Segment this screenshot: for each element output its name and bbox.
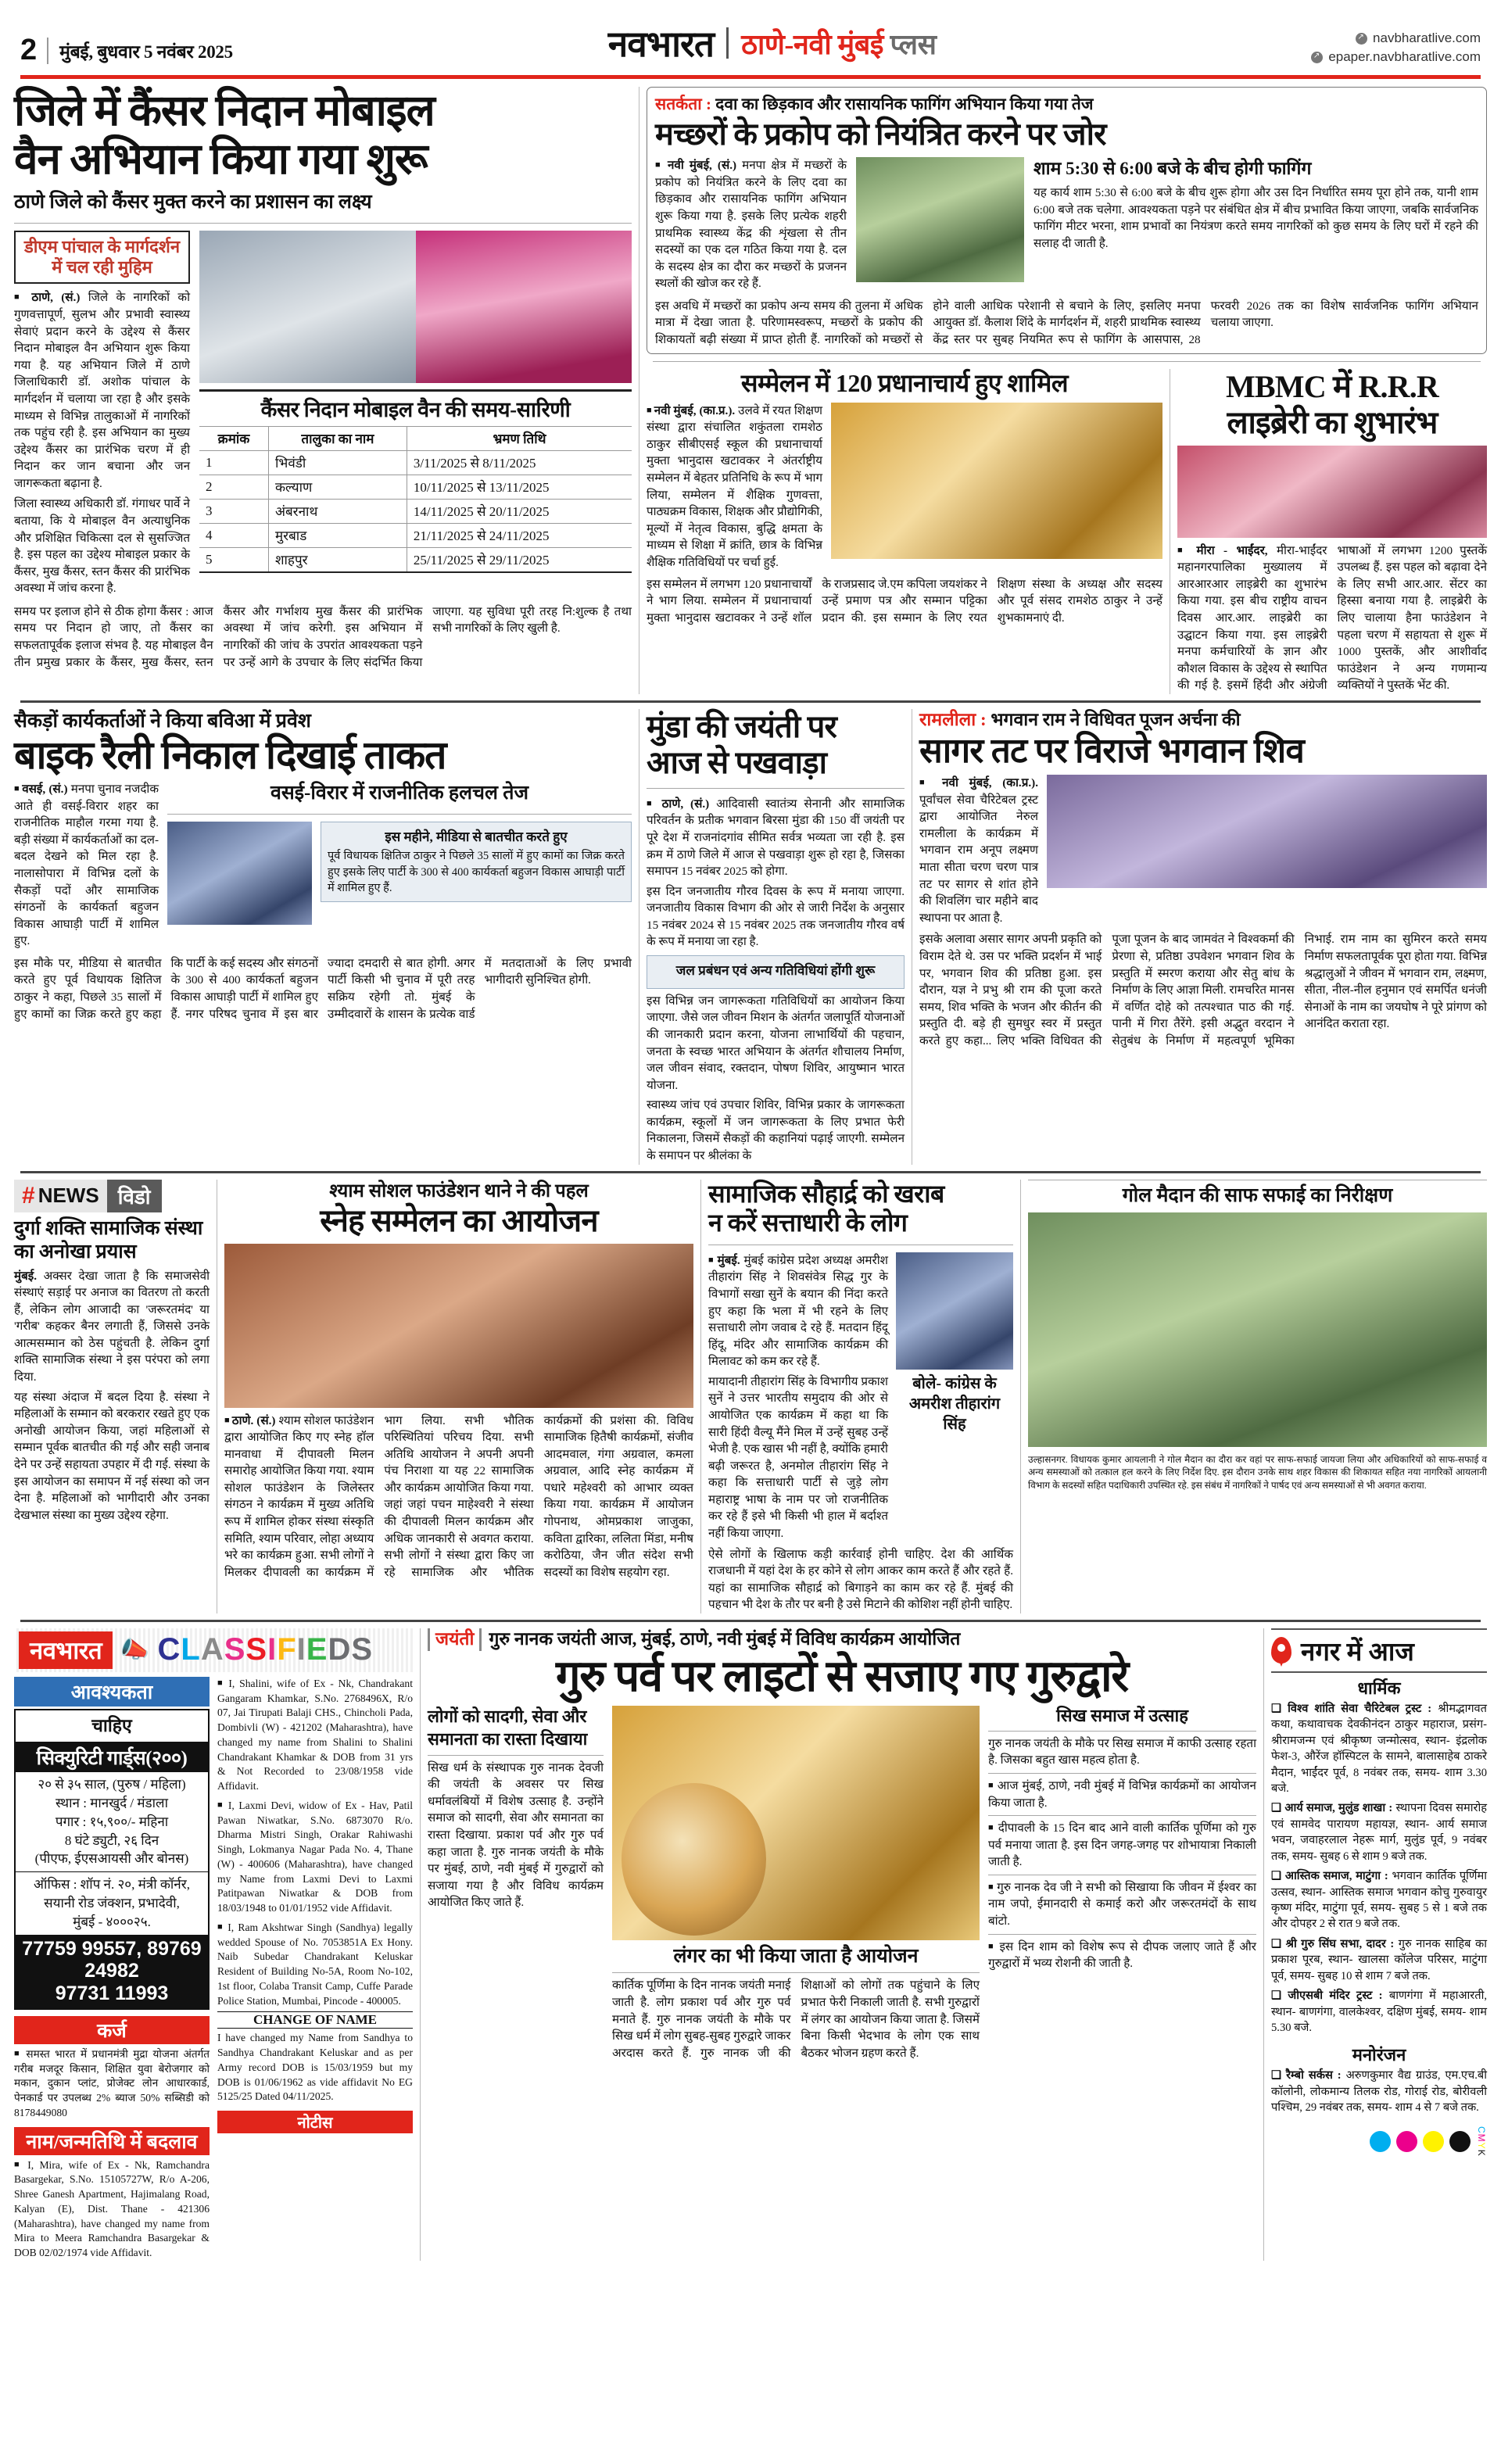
golmaidan-caption-text: उल्हासनगर. विधायक कुमार आयलानी ने गोल मैदान का दौरा कर वहां पर साफ-सफाई जायजा लिया और अधिकारियों को साफ-सफाई व अन्य समस्याओं को तत्काल हल करने के लिए निर्देश दिए. इस दौरान उनके साथ शहर विकास की शिकायत सहित नया नागरिकों आयलानी विभाग के सदस्यों सहित पदाधिकारी उपस्थित रहे. इस संबंध में नागरिकों ने पार्षद एवं अन्य समस्याओं से भी अवगत कराया. bbox=[1028, 1453, 1487, 1492]
nagar-item bbox=[1271, 1988, 1487, 2040]
masthead-logo bbox=[608, 19, 937, 67]
cell-sr: 3 bbox=[199, 499, 268, 523]
bikerally-dateline: ■ वसई, (सं.) bbox=[14, 783, 68, 796]
principals-para3: उन्हें शॉल के राजप्रसाद जे.एम कपिला जयशंकर ने उन्हें प्रमाण पत्र और सम्मान पट्टिका प्रदान की. इस सम्मान के लिए रयत शिक्षण संस्था के अध्यक्ष और सदस्य और पूर्व संसद रामशेठ ठाकुर ने उन्हें शुभकामनाएं दी. bbox=[771, 577, 1162, 625]
shyam-para2: सभी लोगों ने मिलकर दीपावली का कार्यक्रम में भाग लिया. सभी भौतिक परिस्थितियां परिचय दिया. सभी अतिथि आयोजन ने अपनी अपनी पंच निराशा या यह 22 सामाजिक और कार्यक्रम आयोजित किया गया. bbox=[224, 1413, 534, 1579]
lead-headline-line1: जिले में कैंसर निदान मोबाइल bbox=[14, 87, 435, 134]
nagar-item bbox=[1271, 1868, 1487, 1936]
principals-para2: इस सम्मेलन में लगभग 120 प्रधानाचार्यों ने भाग लिया. सम्मेलन में प्रधानाचार्या मुक्ता भानुदास खटावकर ने bbox=[647, 577, 812, 625]
nagar-item-text: अरुणकुमार वैद्य ग्राउंड, एम.एच.बी कॉलोनी, लोकमान्य तिलक रोड, गोराई रोड, बोरीवली पश्चिम, 29 नवंबर तक, समय- शाम 4 से 7 बजे तक. bbox=[1271, 2069, 1488, 2115]
website-epaper-row[interactable] bbox=[1311, 48, 1481, 67]
job-ad-title: सिक्युरिटी गार्ड्स(२००) bbox=[16, 1742, 208, 1772]
gurunanak-photo bbox=[612, 1706, 980, 1940]
classifieds-col-2 bbox=[217, 1677, 413, 2261]
bikerally-para1-text: मनपा चुनाव नजदीक आते ही वसई-विरार शहर का राजनीतिक माहौल गरमा गया है. बड़ी संख्या में कार्यकर्ताओं का दल-बदल देखने को मिल रहा है. नालासोपारा में विभिन्न दलों के सैकड़ों पदों और सामाजिक संगठनों के कार्यकर्ता बहुजन विकास आघाड़ी पार्टी में शामिल हुए. bbox=[14, 783, 159, 948]
gurunanak-headline: गुरु पर्व पर लाइटों से सजाए गए गुरुद्वारे bbox=[555, 1652, 1129, 1701]
location-pin-icon bbox=[1271, 1637, 1291, 1664]
lead-subhead: ठाणे जिले को कैंसर मुक्त करने का प्रशासन का लक्ष्य bbox=[14, 192, 372, 213]
mosquito-col1 bbox=[655, 157, 847, 292]
bikerally-col1 bbox=[14, 781, 159, 950]
social-para1 bbox=[708, 1252, 888, 1370]
gurunanak-para-r2: ■ आज मुंबई, ठाणे, नवी मुंबई में विभिन्न कार्यक्रमों का आयोजन किया जाता है. bbox=[988, 1778, 1256, 1811]
masthead-red-rule bbox=[20, 75, 1481, 79]
edition-label: ठाणे-नवी मुंबई bbox=[741, 28, 883, 60]
munda-para3: इस विभिन्न जन जागरूकता गतिविधियों का आयोजन किया जाएगा. जैसे जल जीवन मिशन के अंतर्गत जलापूर्ति योजनाओं की जानकारी प्रदान करना, योजना लाभार्थियों की पहचान, जनता के स्वच्छ भारत अभियान के अंतर्गत शौचालय निर्माण, जल जीवन संवाद, रक्तदान, पोषण शिविर, आयुष्मान भारत योजना. bbox=[647, 994, 905, 1092]
column-divider bbox=[700, 1180, 701, 1613]
want-ad-header: आवश्यकता bbox=[14, 1677, 210, 1707]
divider bbox=[428, 1755, 604, 1756]
change-of-name-header: CHANGE OF NAME bbox=[217, 2011, 413, 2029]
principals-mbmc-row bbox=[647, 369, 1487, 694]
nagar-item bbox=[1271, 1701, 1487, 1801]
nagar-title: नगर में आज bbox=[1301, 1638, 1414, 1667]
loan-ad-text: ■ समस्त भारत में प्रधानमंत्री मुद्रा योजना अंतर्गत गरीब मजदूर किसान, शिक्षित युवा बेरोजगार को मकान, दुकान प्लांट, प्रोजेक्ट लोन आधारकार्ड, पेनकार्ड पर उपलब्ध 2% ब्याज 50% सब्सिडी को 8178449080 bbox=[14, 2047, 210, 2121]
globe-icon bbox=[1356, 33, 1367, 45]
row-3 bbox=[14, 1180, 1487, 1613]
cell-taluka: कल्याण bbox=[268, 475, 407, 499]
gurunanak-kicker-tag: जयंती bbox=[428, 1628, 482, 1651]
job-ad-details bbox=[16, 1772, 208, 1871]
table-row bbox=[199, 499, 632, 523]
bikerally-quote-title: इस महीने, मीडिया से बातचीत करते हुए bbox=[385, 829, 568, 844]
news-video-badge[interactable] bbox=[14, 1180, 210, 1212]
social-quote-label: बोले- कांग्रेस के अमरीश तीहारांग सिंह bbox=[908, 1374, 1001, 1433]
durga-story bbox=[14, 1180, 210, 1613]
loan-ad-header: कर्ज bbox=[14, 2016, 210, 2044]
lead-continuation bbox=[14, 603, 632, 671]
name-change-text: ■ I, Mira, wife of Ex - Nk, Ramchandra Basargekar, S.No. 15105727W, R/o A-206, Shree Ganesh Apartment, Hajimalang Road, Kalyan (E), Dist. Thane - 421306 (Maharashtra), have changed my name from Mira to Meera Ramchandra Basargekar & DOB 02/02/1974 vide Affidavit. bbox=[14, 2158, 210, 2261]
cell-date: 14/11/2025 से 20/11/2025 bbox=[407, 499, 632, 523]
lead-boxed-title: डीएम पांचाल के मार्गदर्शन में चल रही मुहिम bbox=[23, 236, 181, 278]
gurunanak-para-r3: ■ दीपावली के 15 दिन बाद आने वाली कार्तिक पूर्णिमा को गुरु पर्व मनाया जाता है. इस दिन जगह-जगह पर शोभायात्रा निकाली जाती है. bbox=[988, 1820, 1256, 1871]
nagar-item-text: भगवान कार्तिक पूर्णिमा उत्सव, स्थान- आस्तिक समाज भगवान कोचु गुरुवायुर कृष्ण मंदिर, माटुंगा पूर्व, समय- सुबह 5 से 1 बजे तक और दोपहर 2 से रात 9 बजे तक. bbox=[1271, 1870, 1487, 1931]
munda-dateline: ■ ठाणे, (सं.) bbox=[647, 797, 709, 811]
mbmc-source: मीरा-भाईंदर महानगरपालिका मुख्यालय में आरआरआर लाइब्रेरी का शुभारंभ किया गया. इस बीच राष्ट्रीय वाचन दिवस आर.आर. लाइब्रेरी का उद्घाटन किया गया. इस लाइब्रेरी मनपा कर्मचारियों के ज्ञान और कौशल विकास के उद्देश्य से स्थापित की गई है. bbox=[1177, 543, 1327, 693]
lead-right-col bbox=[199, 231, 632, 597]
ramlila-kicker-rest: भगवान राम ने विधिवत पूजन अर्चना की bbox=[991, 709, 1241, 729]
bikerally-photo-wrap bbox=[167, 822, 312, 925]
nagar-header bbox=[1271, 1628, 1487, 1673]
lead-boxed-note bbox=[14, 231, 190, 285]
nagar-item bbox=[1271, 2068, 1487, 2119]
nagar-item-text: बाणगंगा में महाआरती, स्थान- बाणगंगा, वालकेश्वर, दक्षिण मुंबई, समय- शाम 5.30 बजे. bbox=[1271, 1989, 1488, 2034]
section-divider bbox=[20, 700, 1481, 703]
mosquito-kicker-rest: दवा का छिड़काव और रासायनिक फागिंग अभियान किया गया तेज bbox=[715, 95, 1094, 113]
cell-sr: 1 bbox=[199, 450, 268, 475]
row-1 bbox=[14, 87, 1487, 694]
divider bbox=[988, 1773, 1256, 1774]
mbmc-text bbox=[1177, 543, 1487, 694]
nagar-item-text: गुरु नानक साहिब का प्रकाश पूरब, स्थान- खालसा कॉलेज परिसर, माटुंगा पूर्व, समय- सुबह 10 से शाम 7 बजे तक. bbox=[1271, 1937, 1488, 1982]
principals-headline: सम्मेलन में 120 प्रधानाचार्य हुए शामिल bbox=[740, 368, 1069, 397]
job-ad-l5: (पीएफ, ईएसआयसी और बोनस) bbox=[34, 1851, 189, 1867]
cell-date: 3/11/2025 से 8/11/2025 bbox=[407, 450, 632, 475]
principals-photo-wrap bbox=[831, 403, 1162, 571]
hash-icon: # bbox=[22, 1182, 35, 1209]
mosquito-continuation bbox=[655, 298, 1478, 349]
bikerally-subhead: वसई-विरार में राजनीतिक हलचल तेज bbox=[270, 783, 529, 804]
classified-item-1: ■ I, Shalini, wife of Ex - Nk, Chandrakant Gangaram Khamkar, S.No. 2768496X, R/o 07, Jai Tirupati Balaji CHS., Chincholi Pada, Dombivli (W) - 421202 (Maharashtra), have changed my name from Shalini to Shalini Chandrakant Khamkar & DOB from 31 yrs & Not Recorded to 23/08/1958 vide Affidavit. bbox=[217, 1677, 413, 1794]
mosquito-kicker-tag: सतर्कता : bbox=[655, 95, 711, 113]
cell-taluka: भिवंडी bbox=[268, 450, 407, 475]
principals-para1-text: उलवे में रयत शिक्षण संस्था द्वारा संचालित शकुंतला रामशेठ ठाकुर सीबीएसई स्कूल की प्रधानाचार्या मुक्ता भानुदास खटावकर ने अंतर्राष्ट्रीय सम्मेलन में बेहतर प्रतिनिधि के रूप में भाग लिया, सम्मेलन में शैक्षिक गुणवत्ता, पाठ्यक्रम विकास, शिक्षक और प्रौद्योगिकी, मूल्यों में नेतृत्व विकास, बुद्धि क्षमता के माध्यम से शिक्षा में क्रांति, छात्र के विभिन्न शैक्षिक गतिविधियों पर चर्चा हुई. bbox=[647, 403, 822, 569]
bikerally-quote-wrap bbox=[321, 822, 632, 925]
mosquito-story bbox=[647, 87, 1487, 354]
page-number: 2 bbox=[20, 34, 37, 66]
table-title: कैंसर निदान मोबाइल वैन की समय-सारिणी bbox=[260, 397, 571, 421]
lead-left-col bbox=[14, 231, 190, 597]
lead-story bbox=[14, 87, 632, 694]
th-sr: क्रमांक bbox=[199, 426, 268, 450]
job-ad-office bbox=[16, 1871, 208, 1934]
nagar-item-name: ❑ विश्व शांति सेवा चैरिटेबल ट्रस्ट : bbox=[1271, 1703, 1431, 1715]
job-ad-l2: स्थान : मानखुर्द / मंडाला bbox=[56, 1795, 168, 1810]
ramlila-dateline: ■ नवी मुंबई, (का.प्र.). bbox=[919, 776, 1038, 790]
cell-taluka: शाहपुर bbox=[268, 547, 407, 571]
mosquito-headline: मच्छरों के प्रकोप को नियंत्रित करने पर जोर bbox=[655, 116, 1106, 152]
lead-headline-line2: वैन अभियान किया गया शुरू bbox=[14, 134, 428, 183]
website-main-row[interactable] bbox=[1311, 29, 1481, 48]
gurunanak-col-mid bbox=[612, 1706, 980, 2061]
durga-headline: दुर्गा शक्ति सामाजिक संस्था का अनोखा प्रयास bbox=[14, 1217, 203, 1262]
social-para2: मायादानी तीहारांग सिंह के विभागीय प्रकाश सुनें ने उत्तर भारतीय समुदाय की ओर से आयोजित एक कार्यक्रम में कहा था कि सारी हिंदी वैल्यू मैंने मिल में उन्हें सुबह उन्हें भेजी है. एक खास भी नहीं है, क्योंकि हमारी बढ़ी जरूरत है, अनमोल तीहारांग सिंह ने कहा कि सत्ताधारी पार्टी से जुड़े लोग महाराष्ट्र भाषा के नाम पर जो राजनीतिक कर रहे हैं इसे भी किसी भी हाल में बर्दाश्त नहीं किया जाएगा. bbox=[708, 1374, 888, 1541]
classified-item-3: ■ I, Ram Akshtwar Singh (Sandhya) legally wedded Spouse of No. 7053851A Ex Hony. Naib Subedar Chandrakant Keluskar Resident of Building No-5A, Room No-102, 1st floor, Colaba Transit Camp, Cuffe Parade Police Station, Mumbai, Pincode - 400005. bbox=[217, 1921, 413, 2009]
shyam-dateline: ■ ठाणे. (सं.) bbox=[224, 1414, 275, 1427]
video-badge-label: विडो bbox=[107, 1180, 162, 1212]
principals-photo bbox=[831, 403, 1162, 559]
th-taluka: तालुका का नाम bbox=[268, 426, 407, 450]
row-4 bbox=[14, 1628, 1487, 2261]
mosquito-para3: यह कार्य शाम 5:30 से 6:00 बजे के बीच शुरू होगा और उस दिन निर्धारित समय पूरा होने तक, यानी शाम 6:00 बजे तक चलेगा. आवश्यकता पड़ने पर संबंधित क्षेत्र में बीच प्रभावित किया जाएगा, जबकि सार्वजनिक फागिंग मीटर भरना, शाम प्रभावों का नियंत्रण करते समय नागरिकों को कुछ समय के लिए घरों में रहने की सलाह दी जाती है. bbox=[1034, 186, 1478, 250]
news-badge-label: NEWS bbox=[38, 1184, 99, 1208]
website-main[interactable]: navbharatlive.com bbox=[1373, 30, 1481, 45]
shyam-text bbox=[224, 1413, 693, 1581]
mosquito-photo bbox=[856, 157, 1024, 282]
masthead bbox=[14, 0, 1487, 72]
mosquito-dateline: ■ नवी मुंबई, (सं.) bbox=[655, 159, 736, 172]
black-dot bbox=[1449, 2131, 1471, 2152]
gurunanak-kicker bbox=[428, 1628, 1256, 1651]
munda-boxed-title: जल प्रबंधन एवं अन्य गतिविधियां होंगी शुरू bbox=[675, 963, 876, 979]
munda-para4: स्वास्थ्य जांच एवं उपचार शिविर, विभिन्न प्रकार के जागरूकता कार्यक्रम, स्कूलों में जन जागरूकता के लिए प्रभात फेरी निकालना, जिसमें सैकड़ों की कहानियां पढ़ाई जाएगी. सम्मेलन के समापन पर श्रीलंका के bbox=[647, 1098, 905, 1163]
lead-para1-text: जिले के नागरिकों को गुणवत्तापूर्ण, सुलभ और प्रभावी स्वास्थ्य सेवाएं प्रदान करने के उद्देश्य से कैंसर निदान मोबाइल वैन अभियान शुरू किया गया है. यह अभियान जिले में ठाणे जिलाधिकारी डॉ. अशोक पांचाल के मार्गदर्शन में चलाया जा रहा है और इसके माध्यम से विभिन्न तालुकाओं में नागरिकों तक पहुंच रही है. इस अभियान का मुख्य उद्देश्य कैंसर का प्रारंभिक चरण में ही निदान कर जान बचाना और जन जागरूकता बढ़ाना है. bbox=[14, 291, 190, 490]
edition-suffix: प्लस bbox=[890, 28, 937, 60]
lead-para4: इस अभियान में नागरिकों की जांच के उपरांत आवश्यकता पड़ने पर उन्हें आगे के उपचार के लिए संदर्भित किया जाएगा. यह सुविधा पूरी तरह नि:शुल्क है तथा सभी नागरिकों के लिए खुली है. bbox=[223, 604, 632, 669]
ramlila-kicker bbox=[919, 709, 1487, 732]
globe-icon bbox=[1311, 52, 1323, 63]
munda-headline-line2: आज से पखवाड़ा bbox=[647, 744, 827, 780]
munda-para1-text: आदिवासी स्वातंत्र्य सेनानी और सामाजिक परिवर्तन के प्रतीक भगवान बिरसा मुंडा की 150 वीं जयंती पर पूरे देश में राजनांदगांव सीमित सर्वत्र भव्यता जा रही है. इस क्रम में ठाणे जिले में आज से पखवाड़ा शुरू हो रहा है, जिसका समापन 15 नवंबर 2025 को होगा. bbox=[647, 797, 905, 879]
bikerally-continuation bbox=[14, 955, 632, 1022]
social-para1-text: मुंबई कांग्रेस प्रदेश अध्यक्ष अमरीश तीहारांग सिंह ने शिवसंवेत्र सिद्ध गुर के विभागों सखा सुनें के बयान की निंदा करते हुए कहा कि भला में भी रहने के लिए सत्ताधारी लोग जवाब दे रहे हैं. मतदान हिंदू हिंदू, मंदिर और सामाजिक कार्यक्रम की मिलावट को कम कर रहे हैं. bbox=[708, 1253, 888, 1369]
nagar-item-name: ❑ आस्तिक समाज, माटुंगा : bbox=[1271, 1870, 1388, 1882]
cell-date: 10/11/2025 से 13/11/2025 bbox=[407, 475, 632, 499]
social-headline-line1: सामाजिक सौहार्द्र को खराब bbox=[708, 1179, 944, 1208]
principals-para1 bbox=[647, 403, 822, 571]
ramlila-continuation bbox=[919, 931, 1487, 1049]
bikerally-para2: इस मौके पर, मीडिया से बातचीत करते हुए पूर्व विधायक क्षितिज ठाकुर ने कहा, पिछले 35 सालों में हुए कामों का जिक्र करते हुए कहा कि पार्टी के कई सदस्य और संगठनों के 300 से 400 कार्यकर्ता बहुजन विकास आघाड़ी पार्टी में शामिल हुए हैं. bbox=[14, 956, 318, 1021]
mbmc-headline-line2: लाइब्रेरी का शुभारंभ bbox=[1227, 404, 1438, 440]
bikerally-kicker: सैकड़ों कार्यकर्ताओं ने किया बविआ में प्रवेश bbox=[14, 710, 311, 732]
cell-taluka: अंबरनाथ bbox=[268, 499, 407, 523]
column-divider bbox=[1020, 1180, 1021, 1613]
classifieds-section bbox=[14, 1628, 413, 2261]
bikerally-para3: नगर परिषद चुनाव में इस बार ज्यादा दमदारी से बात होगी. अगर पार्टी किसी भी चुनाव में पूरी तरह सक्रिय रहेगी तो. मुंबई के उम्मीदवारों के शासन के प्रत्येक वार्ड में मतदाताओं के लिए प्रभावी भागीदारी सुनिश्चित होगी. bbox=[185, 956, 632, 1021]
job-ad-l3: पगार : १५,९००/- महिना bbox=[55, 1814, 169, 1829]
brand-divider bbox=[726, 27, 729, 59]
mbmc-photo bbox=[1177, 446, 1487, 538]
divider bbox=[647, 788, 905, 789]
schedule-table-body bbox=[199, 450, 632, 571]
cyan-dot bbox=[1370, 2131, 1391, 2152]
gurunanak-para-r1: गुरु नानक जयंती के मौके पर सिख समाज में काफी उत्साह रहता है. जिसका बहुत खास महत्व होता है. bbox=[988, 1736, 1256, 1767]
cell-sr: 4 bbox=[199, 523, 268, 547]
nagar-item-name: ❑ आर्य समाज, मुलुंड शाखा : bbox=[1271, 1802, 1392, 1814]
column-divider bbox=[1263, 1628, 1264, 2261]
gurunanak-sub-left: लोगों को सादगी, सेवा और समानता का रास्ता दिखाया bbox=[428, 1707, 588, 1750]
cell-taluka: मुरबाड bbox=[268, 523, 407, 547]
job-ad-phones[interactable] bbox=[16, 1935, 208, 2008]
table-header-row bbox=[199, 426, 632, 450]
website-epaper[interactable]: epaper.navbharatlive.com bbox=[1328, 49, 1481, 65]
lead-schedule-table bbox=[199, 389, 632, 573]
nagar-item-text: श्रीमद्भागवत कथा, कथावाचक देवकीनंदन ठाकुर महाराज, प्रसंग- श्रीरामजन्म एवं श्रीकृष्ण जन्मोत्सव, स्थान- इंद्रलोक फेश-3, औरेंज हॉस्पिटल के सामने, बालासाहेब ठाकरे मैदान, भाईंदर पूर्व, 8 नवंबर तक, समय- शाम 3.30 बजे. bbox=[1271, 1702, 1487, 1796]
nagar-item-text: स्थापना दिवस समारोह एवं सामवेद पारायण महायज्ञ, स्थान- आर्य समाज भवन, जवाहरलाल नेहरू मार्ग, मुलुंड पूर्व, 9 नवंबर तक, समय- सुबह 6 से शाम 9 बजे तक. bbox=[1271, 1802, 1487, 1863]
divider bbox=[612, 1972, 980, 1973]
social-headline-line2: न करें सत्ताधारी के लोग bbox=[708, 1208, 908, 1237]
classifieds-col-1 bbox=[14, 1677, 210, 2261]
mbmc-story bbox=[1177, 369, 1487, 694]
divider bbox=[167, 814, 632, 815]
principals-col1 bbox=[647, 403, 822, 571]
principals-continuation bbox=[647, 576, 1162, 627]
table-row bbox=[199, 450, 632, 475]
shyam-headline: स्नेह सम्मेलन का आयोजन bbox=[320, 1202, 598, 1238]
bikerally-para1 bbox=[14, 781, 159, 950]
mosquito-para4: मनपा आयुक्त डॉ. कैलाश शिंदे के मार्गदर्शन में, शहरी प्राथमिक स्वास्थ्य केंद्र स्तर पर सुबह नियमित रूप से फागिंग के आसपास, 28 फरवरी 2026 तक का विशेष सार्वजनिक फागिंग अभियान चलाया जाएगा. bbox=[933, 299, 1478, 347]
classified-item-2: ■ I, Laxmi Devi, widow of Ex - Hav, Patil Pawan Niwatkar, S.No. 6873070 R/o. Dharma Mistri Singh, Orakar Rahiwashi Singh, Lokmanya Nagar Pada No. 4, Thane (W) - 400606 (Maharashtra), have changed my Name from Laxmi Devi to Laxmi Patitpawan Niwatkar & DOB from 18/03/1948 to 01/01/1952 vide Affidavit. bbox=[217, 1799, 413, 1916]
ramlila-para1-text: पूर्वांचल सेवा चैरिटेबल ट्रस्ट द्वारा आयोजित नेरुल रामलीला के कार्यक्रम में भगवान राम अनूप लक्ष्मण माता सीता चरण चरण पात्र तट पर सागर से शांत होने की शिवलिंग चार महीने बाद स्थापना पर आता है. bbox=[919, 793, 1038, 925]
ramlila-para4: पानी में गिरा तैरेंगे. इसी अद्भुत वरदान ने सेतुबंध के निर्माण में महत्वपूर्ण भूमिका निभाई. राम नाम का सुमिरन करते समय निर्माण सफलतापूर्वक पूरा होता गया. विभिन्न श्रद्धालुओं ने जीवन में भगवान राम, लक्ष्मण, सीता, नील-नील हनुमान एवं समर्पित धनंजी सेनाओं के नाम का जयघोष ने पूरे प्रांगण को आनंदित कराता रहा. bbox=[1112, 933, 1487, 1048]
munda-story bbox=[647, 709, 905, 1165]
divider bbox=[14, 223, 632, 224]
mosquito-kicker bbox=[655, 94, 1478, 114]
bikerally-quotebox bbox=[321, 822, 632, 903]
gurunanak-para-mid: कार्तिक पूर्णिमा के दिन नानक जयंती मनाई जाती है. लोग प्रकाश पर्व और गुरु पर्व मनाते हैं. गुरु नानक जयंती के मौके पर सिख धर्म में लोग सुबह-सुबह गुरुद्वारे जाकर अरदास करते हैं. गुरु नानक जी की शिक्षाओं को लोगों तक पहुंचाने के लिए प्रभात फेरी निकाली जाती है. bbox=[612, 1979, 980, 2060]
mosquito-col3 bbox=[1034, 157, 1478, 292]
masthead-divider bbox=[47, 38, 48, 64]
divider bbox=[988, 1815, 1256, 1816]
cell-sr: 2 bbox=[199, 475, 268, 499]
gurunanak-para-r5: ■ इस दिन शाम को विशेष रूप से दीपक जलाए जाते हैं और गुरुद्वारों में भव्य रोशनी की जाती है. bbox=[988, 1939, 1256, 1972]
mosquito-photo-wrap bbox=[856, 157, 1024, 292]
classifieds-word: CLASSIFIEDS bbox=[157, 1632, 374, 1667]
munda-boxed-note bbox=[647, 955, 905, 989]
gurunanak-para-left: सिख धर्म के संस्थापक गुरु नानक देवजी की जयंती के अवसर पर सिख धर्मावलंबियों में विशेष उत्साह है. उन्होंने समाज को सादगी, सेवा और समानता का रास्ता दिखाया. प्रकाश पर्व और गुरु पर्व कहा जाता है. गुरु नानक जयंती के मौके पर मुंबई, ठाणे, नवी मुंबई में गुरुद्वारों को सजाया गया है और विविध कार्यक्रम आयोजित किए जाते हैं. bbox=[428, 1760, 604, 1910]
gurunanak-mid-text bbox=[612, 1977, 980, 2061]
ramlila-para3: बड़े ही सुमधुर स्वर में प्रस्तुत करते हुए कहा... लिए भक्ति विधिवत की पूजा पूजन के बाद जामवंत ने विश्वकर्मा की प्रेरणा से, प्रतिष्ठा उपवेशन भगवान शिव के प्रस्तुति में स्मरण कराया और सेतु बांध के निर्माण के लिए आज्ञा मिली. रामचरित मानस में वर्णित दोहे को तत्पश्चात पाठ की गई. bbox=[919, 933, 1295, 1048]
lead-para2: जिला स्वास्थ्य अधिकारी डॉ. गंगाधर पार्वे ने बताया, कि ये मोबाइल वैन अत्याधुनिक और प्रशिक्षित चिकित्सा दल से सुसज्जित है. इस पहल का उद्देश्य मोबाइल प्रकार के कैंसर, मुख कैंसर, स्तन कैंसर की प्रारंभिक अवस्था में जांच करना है. bbox=[14, 497, 190, 596]
mosquito-para2: इस अवधि में मच्छरों का प्रकोप अन्य समय की तुलना में अधिक मात्रा में देखा जाता है. परिणामस्वरूप, मच्छरों के प्रकोप की शिकायतों बढ़ी संख्या में प्राप्त होती हैं. नागरिकों को मच्छरों से होने वाली आधिक परेशानी से बचाने के लिए, इसलिए bbox=[655, 299, 1172, 347]
job-ad-l7: सयानी रोड जंक्शन, प्रभादेवी, bbox=[44, 1895, 180, 1911]
table-row bbox=[199, 475, 632, 499]
masthead-left bbox=[20, 34, 233, 67]
brand-name: नवभारत bbox=[607, 24, 715, 64]
news-badge bbox=[14, 1180, 107, 1212]
shyam-kicker: श्याम सोशल फाउंडेशन थाने ने की पहल bbox=[329, 1180, 589, 1202]
gurunanak-kicker-rest: गुरु नानक जयंती आज, मुंबई, ठाणे, नवी मुंबई में विविध कार्यक्रम आयोजित bbox=[489, 1628, 961, 1649]
job-ad-line1: चाहिए bbox=[16, 1710, 208, 1742]
social-story bbox=[708, 1180, 1013, 1613]
bikerally-photo bbox=[167, 822, 312, 925]
golmaidan-headline: गोल मैदान की साफ सफाई का निरीक्षण bbox=[1122, 1184, 1393, 1206]
masthead-dateline: मुंबई, बुधवार 5 नवंबर 2025 bbox=[59, 41, 233, 62]
principals-story bbox=[647, 369, 1162, 694]
cmyk-registration-marks bbox=[1271, 2120, 1487, 2157]
shyam-story bbox=[224, 1180, 693, 1613]
bikerally-main bbox=[167, 781, 632, 950]
gurunanak-sub-right: सिख समाज में उत्साह bbox=[1056, 1706, 1188, 1726]
change-of-name-text: I have changed my Name from Sandhya to Sandhya Chandrakant Keluskar and as per Army record DOB is 15/03/1959 but my DOB is 01/06/1962 as vide affidavit No EG 5125/25 Dated 04/11/2025. bbox=[217, 2032, 413, 2103]
ramlila-story bbox=[919, 709, 1487, 1165]
cell-date: 25/11/2025 से 29/11/2025 bbox=[407, 547, 632, 571]
mbmc-headline-line1: MBMC में R.R.R bbox=[1225, 368, 1439, 404]
lead-photo bbox=[199, 231, 632, 383]
munda-para1 bbox=[647, 796, 905, 880]
durga-para2: यह संस्था अंदाज में बदल दिया है. संस्था ने महिलाओं के सम्मान को बरकरार रखते हुए एक अनोखी आयोजन किया, जहां महिलाओं से सम्मान पूर्वक बातचीत की गई और सही जनाब देने पर उन्हें सहायता उपहार में दी गई. संस्था के इस आयोजन का समापन में नई संस्था को जन देना है. महिलाओं को भागीदारी और उनका देखभाल संस्था का मुख्य उद्देश्य रहेगा. bbox=[14, 1390, 210, 1522]
ramlila-photo-wrap bbox=[1047, 775, 1487, 926]
ramlila-photo bbox=[1047, 775, 1487, 888]
nagar-item bbox=[1271, 1800, 1487, 1868]
shyam-photo bbox=[224, 1244, 693, 1408]
principals-dateline: ■ नवी मुंबई, (का.प्र.). bbox=[647, 404, 735, 417]
golmaidan-caption bbox=[1028, 1451, 1487, 1493]
job-ad-l6: ऑफिस : शॉप नं. २०, मंत्री कॉर्नर, bbox=[34, 1877, 190, 1893]
bikerally-headline: बाइक रैली निकाल दिखाई ताकत bbox=[14, 733, 446, 778]
munda-headline-line1: मुंडा की जयंती पर bbox=[647, 708, 837, 744]
shyam-para1: श्याम सोशल फाउंडेशन द्वारा आयोजित किए गए स्नेह हॉल मानवाधा में दीपावली मिलन समारोह आयोजित किया गया. श्याम सोशल फाउंडेशन के जिलेस्तर संगठन ने कार्यक्रम में मुख्य अतिथि रूप में शामिल होकर संस्था संस्कृति समिति, श्याम परिवार, लोहा अध्याय भरे का कार्यक्रम हुआ. bbox=[224, 1413, 374, 1563]
golmaidan-story bbox=[1028, 1180, 1487, 1613]
table-row bbox=[199, 523, 632, 547]
nagar-item-name: ❑ जीएसबी मंदिर ट्रस्ट : bbox=[1271, 1989, 1383, 2002]
row-2 bbox=[14, 709, 1487, 1165]
lead-para3: समय पर इलाज होने से ठीक होगा कैंसर : आज समय पर निदान हो जाए, तो कैंसर का सफलतापूर्वक इलाज संभव है. यह मोबाइल वैन तीन प्रमुख प्रकार के कैंसर, मुख कैंसर, स्तन कैंसर और गर्भाशय मुख कैंसर की प्रारंभिक अवस्था में जांच करेगी. bbox=[14, 604, 423, 669]
social-col1 bbox=[708, 1252, 888, 1542]
social-dateline: ■ मुंबई. bbox=[708, 1254, 740, 1267]
nagar-section-religious: धार्मिक bbox=[1357, 1678, 1401, 1698]
ramlila-col1 bbox=[919, 775, 1038, 926]
megaphone-icon: 📣 bbox=[120, 1637, 150, 1664]
job-ad-phone2[interactable]: 97731 11993 bbox=[55, 1982, 169, 2005]
column-divider bbox=[420, 1628, 421, 2261]
job-ad-phone1[interactable]: 77759 99557, 89769 24982 bbox=[22, 1937, 202, 1982]
social-right-col bbox=[896, 1252, 1013, 1542]
notice-header: नोटीस bbox=[217, 2111, 413, 2133]
divider bbox=[988, 1731, 1256, 1732]
durga-para1-text: अक्सर देखा जाता है कि समाजसेवी संस्थाएं सड़ाई पर अनाज का वितरण तो करती हैं, लेकिन लोग आजादी का 'जरूरतमंद' या 'गरीब' कहकर बैनर लगाती हैं, जिससे उनके आत्मसम्मान को ठेस पहुंचती है. लेकिन दुर्गा शक्ति सामाजिक संस्था ने इस परंपरा को लगा दिया. bbox=[14, 1269, 210, 1384]
name-change-header: नाम/जन्मतिथि में बदलाव bbox=[14, 2127, 210, 2155]
ramlila-para2: इसके अलावा असार सागर अपनी प्रकृति को विराम देते थे. उस पर भक्ति प्रदर्शन में भाई पर, भगवान शिव की प्रतिष्ठा हुआ. इस दौरान, यज्ञ ने प्रभु श्री राम की पूजा करते समय, शिव भक्ति के भजन और कीर्तन की प्रस्तुति दी. bbox=[919, 933, 1102, 1031]
mosquito-subhead: शाम 5:30 से 6:00 बजे के बीच होगी फागिंग bbox=[1034, 159, 1312, 179]
gurunanak-sub-mid: लंगर का भी किया जाता है आयोजन bbox=[673, 1946, 919, 1968]
cell-sr: 5 bbox=[199, 547, 268, 571]
munda-para2: इस दिन जनजातीय गौरव दिवस के रूप में मनाया जाएगा. जनजातीय विकास विभाग की ओर से जारी निर्देश के अनुसार 15 नवंबर 2024 से 15 नवंबर 2025 तक जनजातीय गौरव वर्ष के रूप में मनाया जा रहा है. bbox=[647, 884, 905, 949]
nagar-section-entertainment: मनोरंजन bbox=[1352, 2045, 1406, 2065]
cmyk-label: CMYK bbox=[1476, 2126, 1487, 2157]
magenta-dot bbox=[1396, 2131, 1417, 2152]
edition-name bbox=[741, 24, 936, 63]
yellow-dot bbox=[1423, 2131, 1444, 2152]
gurunanak-story bbox=[428, 1628, 1256, 2261]
gurunanak-para-r4: ■ गुरु नानक देव जी ने सभी को सिखाया कि जीवन में ईश्वर का नाम जपो, ईमानदारी से कमाई करो और जरूरतमंदों के साथ बांटो. bbox=[988, 1879, 1256, 1930]
section-divider bbox=[20, 1620, 1481, 1622]
social-photo bbox=[896, 1252, 1013, 1370]
classifieds-logo: नवभारत bbox=[19, 1631, 113, 1669]
job-ad-l1: २० से ३५ साल, (पुरुष / महिला) bbox=[38, 1777, 186, 1792]
mosquito-para1 bbox=[655, 157, 847, 292]
gurunanak-col-left bbox=[428, 1706, 604, 2061]
mosquito-para1-text: मनपा क्षेत्र में मच्छरों के प्रकोप को नियंत्रित करने के लिए दवा का छिड़काव और रासायनिक फागिंग अभियान शुरू किया गया है. इसके लिए प्रत्येक शहरी प्राथमिक स्वास्थ्य केंद्र की शृंखला से तीन सदस्यों का एक दल गठित किया गया है. दल के सदस्य क्षेत्र का दौरा कर मच्छरों के प्रजनन स्थलों की खोज कर रहे हैं. bbox=[655, 159, 847, 291]
job-ad-l8: मुंबई - ४०००२५. bbox=[73, 1914, 151, 1929]
lead-dateline: ■ ठाणे, (सं.) bbox=[14, 291, 80, 304]
durga-para1 bbox=[14, 1268, 210, 1386]
schedule-table bbox=[199, 426, 632, 571]
nagar-item-name: ❑ श्री गुरु सिंघ सभा, दादर : bbox=[1271, 1938, 1394, 1950]
bikerally-story bbox=[14, 709, 632, 1165]
ramlila-headline: सागर तट पर विराजे भगवान शिव bbox=[919, 731, 1305, 770]
right-block-row1 bbox=[647, 87, 1487, 694]
ramlila-para1 bbox=[919, 775, 1038, 926]
divider bbox=[988, 1934, 1256, 1935]
nagar-section bbox=[1271, 1628, 1487, 2261]
cell-date: 21/11/2025 से 24/11/2025 bbox=[407, 523, 632, 547]
table-row bbox=[199, 547, 632, 571]
durga-dateline: मुंबई. bbox=[14, 1269, 38, 1283]
mbmc-para: इसमें हिंदी और अंग्रेजी भाषाओं में लगभग 1200 पुस्तकें उपलब्ध हैं. इस पहल को बढ़ावा देने के लिए सभी आर.आर. सेंटर का हिस्सा बनाया गया है. लाइब्रेरी के लिए चालाया हैना फाउंडेशन ने पहला चरण में सहायता से शुरू में 1000 पुस्तकें, और आशीर्वाद फाउंडेशन ने अन्य गणमान्य व्यक्तियों ने पुस्तकें भेंट की. bbox=[1227, 543, 1487, 693]
classifieds-header bbox=[14, 1628, 413, 1672]
shyam-para3: जहां जहां पचन माहेश्वरी ने संस्था की दीपावली मिलन कार्यक्रम और अधिक जानकारी से अवगत कराया. सभी लोगों ने संस्था द्वारा किए जा रहे सामाजिक और भौतिक कार्यक्रमों की प्रशंसा की. विविध सामाजिक हितैषी कार्यक्रमों, संजीव आदमवाल, गंगा अग्रवाल, कमला अग्रवाल, आदि स्नेह कार्यक्रम में पधारे महेश्वरी को आभार व्यक्त किया गया. कार्यक्रम में आयोजन गोपनाथ, ओमप्रकाश जाजुका, कविता द्वारिका, ललिता मिंडा, मनीष करोठिया, जैन जीत संदेश सभी सदस्यों का विशेष सहयोग रहा. bbox=[384, 1413, 693, 1579]
nagar-item-name: ❑ रैम्बो सर्कस : bbox=[1271, 2069, 1342, 2082]
job-ad bbox=[14, 1709, 210, 2010]
ramlila-kicker-tag: रामलीला : bbox=[919, 709, 987, 729]
section-divider bbox=[20, 1171, 1481, 1173]
masthead-websites bbox=[1311, 29, 1481, 67]
lead-para1 bbox=[14, 289, 190, 492]
gurunanak-para-mid2: सभी गुरुद्वारों में लंगर का आयोजन किया जाता है. जिसमें बिना किसी भेदभाव के लोग एक साथ बैठकर भोजन ग्रहण करते हैं. bbox=[801, 1996, 980, 2060]
job-ad-l4: 8 घंटे ड्युटी, २६ दिन bbox=[64, 1832, 159, 1848]
golmaidan-photo bbox=[1028, 1212, 1487, 1447]
mbmc-dateline: ■ मीरा - भाईंदर, bbox=[1177, 544, 1268, 557]
th-date: भ्रमण तिथि bbox=[407, 426, 632, 450]
social-para3: ऐसे लोगों के खिलाफ कड़ी कार्रवाई होनी चाहिए. देश की आर्थिक राजधानी में यहां देश के हर कोने से लोग आकर काम करते हैं और रहते हैं. यहां का सामाजिक सौहार्द्र को बिगाड़ने का काम कर रहे हैं. मुंबई की पहचान भी देश के तौर पर बनी है उसे मिटाने की कोशिश नहीं होनी चाहिए. bbox=[708, 1547, 1013, 1612]
divider bbox=[653, 361, 1481, 362]
nagar-item bbox=[1271, 1936, 1487, 1988]
bikerally-quote-text: पूर्व विधायक क्षितिज ठाकुर ने पिछले 35 सालों में हुए कामों का जिक्र करते हुए इसके लिए पार्टी के 300 से 400 कार्यकर्ता बहुजन विकास आघाड़ी पार्टी में शामिल हुए हैं. bbox=[328, 850, 625, 894]
gurunanak-col-right bbox=[988, 1706, 1256, 2061]
